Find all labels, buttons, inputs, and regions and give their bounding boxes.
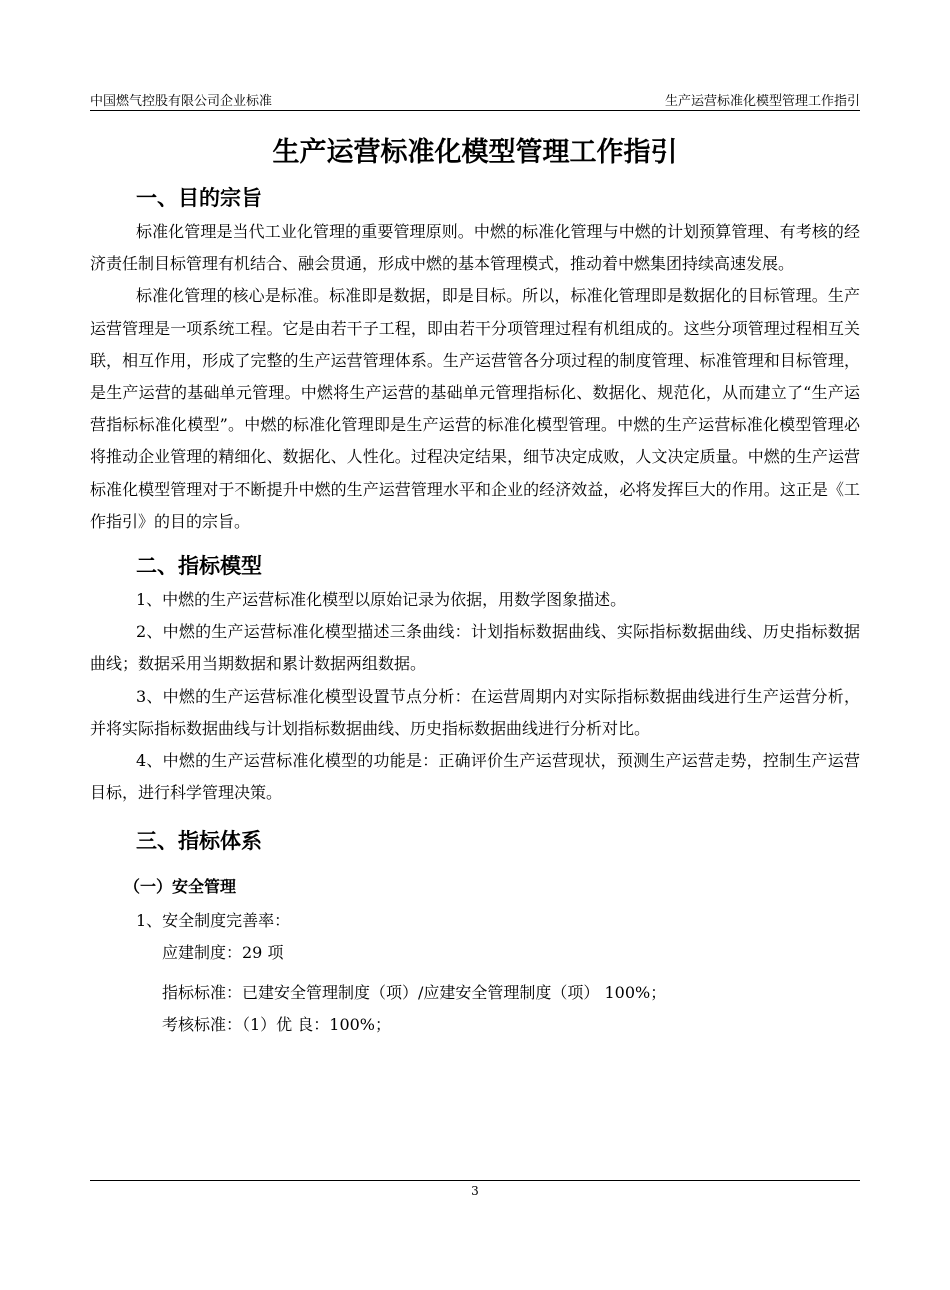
page-header — [90, 90, 860, 111]
section-purpose — [90, 180, 860, 538]
list-item: 3、中燃的生产运营标准化模型设置节点分析：在运营周期内对实际指标数据曲线进行生产运营分析，并将实际指标数据曲线与计划指标数据曲线、历史指标数据曲线进行分析对比。 — [90, 686, 860, 738]
assessment-standard: 考核标准：（1）优 良：100%； — [162, 1015, 392, 1035]
section-heading-indicator-system: 三、指标体系 — [136, 829, 262, 854]
indicator-standard: 指标标准：已建安全管理制度（项）/应建安全管理制度（项） 100%； — [162, 983, 667, 1003]
paragraph: 标准化管理是当代工业化管理的重要管理原则。中燃的标准化管理与中燃的计划预算管理、有考核的经济责任制目标管理有机结合、融会贯通，形成中燃的基本管理模式，推动着中燃集团持续高速发展。 — [90, 222, 860, 274]
section-indicator-system — [90, 823, 860, 1041]
item-safety-system-rate: 1、安全制度完善率： — [136, 911, 291, 931]
list-item: 2、中燃的生产运营标准化模型描述三条曲线：计划指标数据曲线、实际指标数据曲线、历史指标数据曲线；数据采用当期数据和累计数据两组数据。 — [90, 622, 860, 674]
section-heading-indicator-model: 二、指标模型 — [136, 554, 262, 579]
list-item: 1、中燃的生产运营标准化模型以原始记录为依据，用数学图象描述。 — [136, 590, 627, 610]
section-heading-purpose: 一、目的宗旨 — [136, 186, 262, 210]
list-item: 4、中燃的生产运营标准化模型的功能是：正确评价生产运营现状，预测生产运营走势，控制生产运营目标，进行科学管理决策。 — [90, 751, 860, 803]
paragraph: 标准化管理的核心是标准。标准即是数据，即是目标。所以，标准化管理即是数据化的目标管理。生产运营管理是一项系统工程。它是由若干子工程，即由若干分项管理过程有机组成的。这些分项管理过程相互关联，相互作用，形成了完整的生产运营管理体系。生产运营管各分项过程的制度管理、标准管理和目标管理，是生产运营的基础单元管理。中燃将生产运营的基础单元管理指标化、数据化、规范化，从而建立了“生产运营指标标准化模型”。中燃的标准化管理即是生产运营的标准化模型管理。中燃的生产运营标准化模型管理必将推动企业管理的精细化、数据化、人性化。过程决定结果，细节决定成败，人文决定质量。中燃的生产运营标准化模型管理对于不断提升中燃的生产运营管理水平和企业的经济效益，必将发挥巨大的作用。这正是《工作指引》的目的宗旨。 — [90, 286, 860, 531]
page-number: 3 — [471, 1184, 479, 1198]
document-body — [90, 180, 860, 1041]
header-company-standard: 中国燃气控股有限公司企业标准 — [90, 94, 273, 109]
subsection-heading-safety: （一）安全管理 — [124, 877, 237, 897]
header-document-title: 生产运营标准化模型管理工作指引 — [664, 94, 860, 109]
document-title: 生产运营标准化模型管理工作指引 — [272, 137, 678, 168]
footer-divider — [90, 1180, 860, 1181]
required-systems: 应建制度：29 项 — [162, 943, 284, 963]
section-indicator-model — [90, 548, 860, 809]
